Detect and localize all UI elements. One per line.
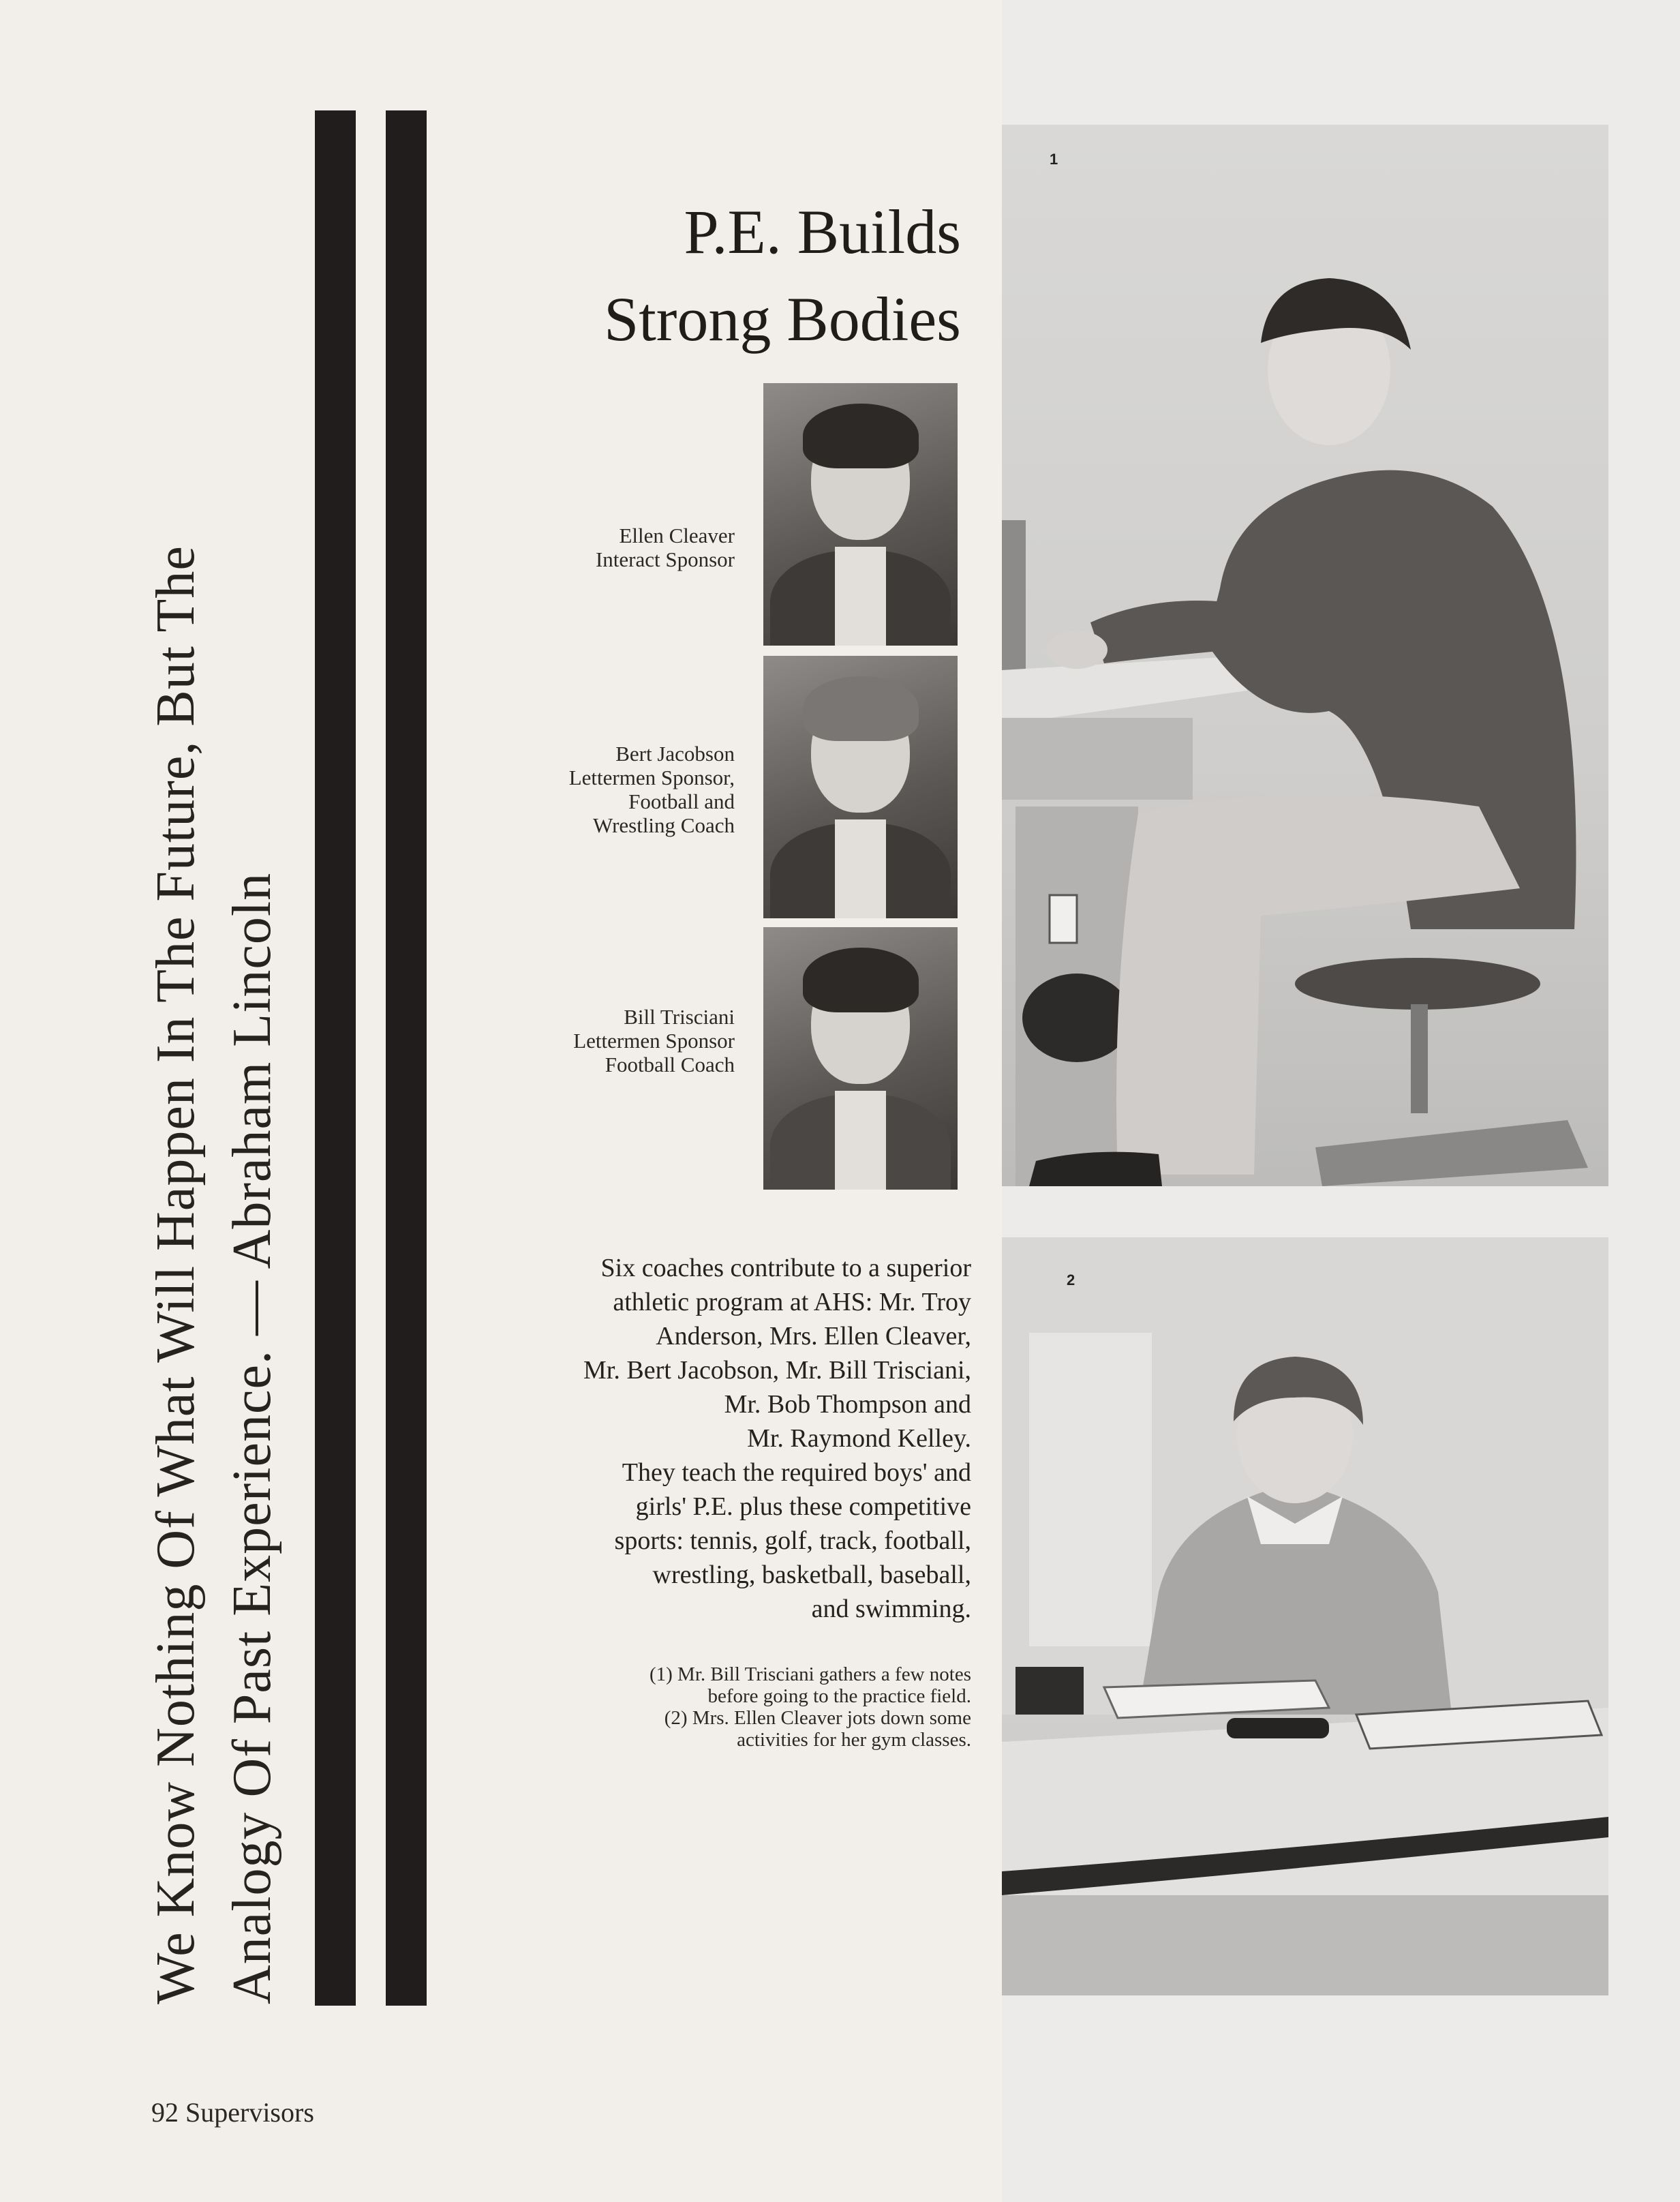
caption-line: Bert Jacobson [615,742,735,766]
body-line: and swimming. [811,1595,971,1623]
photo-man-at-desk [1002,125,1608,1186]
caption-line: Football Coach [605,1053,735,1076]
photo-notes [457,1663,971,1751]
portrait-hair [803,676,919,741]
caption-line: Wrestling Coach [593,813,735,837]
body-line: Mr. Raymond Kelley. [747,1424,971,1453]
portrait-hair [803,404,919,468]
portrait-bill-trisciani [763,927,958,1190]
portrait-collar [835,1091,886,1190]
caption-bill-trisciani [448,1005,735,1076]
photo-woman-writing [1002,1237,1608,1995]
page-number: 92 [151,2097,179,2128]
photo-number-1: 1 [1050,151,1058,168]
caption-ellen-cleaver [448,524,735,571]
article-body [457,1251,971,1626]
quote-line-2: Analogy Of Past Experience. — Abraham Lincoln [222,872,282,2004]
decorative-bar-right [386,110,427,2006]
body-line: wrestling, basketball, baseball, [652,1560,971,1589]
page-title [477,188,961,363]
portrait-ellen-cleaver [763,383,958,646]
section-name: Supervisors [185,2097,314,2128]
note-line: (1) Mr. Bill Trisciani gathers a few notes [649,1663,971,1685]
portrait-hair [803,948,919,1012]
note-line: activities for her gym classes. [737,1729,971,1751]
quote-line-1: We Know Nothing Of What Will Happen In The Future, But The [146,545,206,2004]
photo-man-at-desk-drawing [1002,125,1608,1186]
body-line: athletic program at AHS: Mr. Troy [613,1288,971,1316]
caption-line: Bill Trisciani [624,1005,735,1029]
photo-number-2: 2 [1067,1271,1075,1288]
decorative-bar-left [315,110,356,2006]
body-line: Mr. Bert Jacobson, Mr. Bill Trisciani, [583,1356,971,1385]
page-footer [151,2096,314,2128]
title-line-1: P.E. Builds [684,197,961,267]
body-line: They teach the required boys' and [622,1458,971,1487]
caption-line: Lettermen Sponsor, [568,766,735,789]
portrait-collar [835,819,886,918]
caption-line: Football and [628,789,735,813]
body-line: Anderson, Mrs. Ellen Cleaver, [656,1322,971,1351]
vertical-quote [138,123,288,2004]
title-line-2: Strong Bodies [604,284,961,354]
body-line: Six coaches contribute to a superior [600,1254,971,1282]
caption-bert-jacobson [448,742,735,837]
photo-woman-writing-drawing [1002,1237,1608,1995]
portrait-bert-jacobson [763,656,958,918]
body-line: sports: tennis, golf, track, football, [614,1526,971,1555]
note-line: (2) Mrs. Ellen Cleaver jots down some [664,1707,971,1729]
portrait-collar [835,547,886,646]
caption-line: Interact Sponsor [595,547,735,571]
caption-line: Lettermen Sponsor [573,1029,735,1053]
body-line: Mr. Bob Thompson and [724,1390,971,1419]
caption-line: Ellen Cleaver [619,524,735,547]
note-line: before going to the practice field. [707,1685,971,1707]
body-line: girls' P.E. plus these competitive [635,1492,971,1521]
